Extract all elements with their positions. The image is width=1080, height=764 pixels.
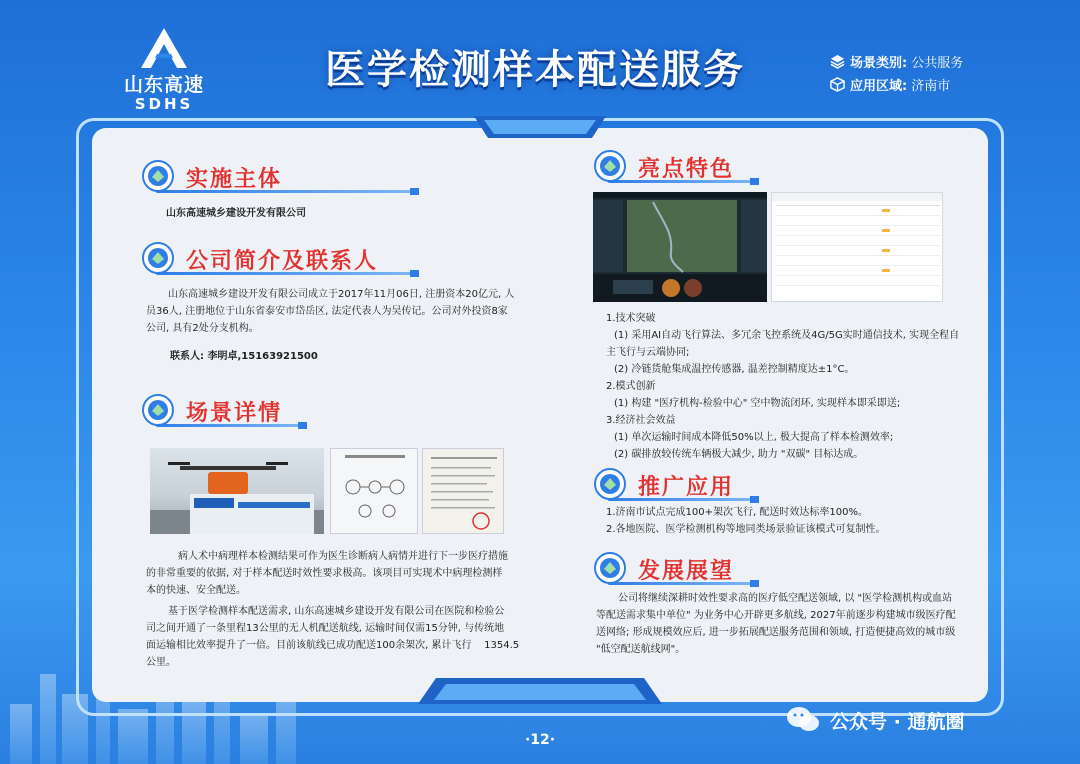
highlights-line: (1) 采用AI自动飞行算法、多冗余飞控系统及4G/5G实时通信技术, 实现全程自 [614, 330, 960, 341]
flight-control-screenshot [593, 192, 767, 302]
section-underline-end [410, 188, 419, 195]
page-number: ·12· [524, 732, 556, 748]
outlook-line: 送网络; 形成规模效应后, 进一步拓展配送服务范围和领域, 打造便捷高效的城市级 [596, 627, 956, 638]
data-table-screenshot [771, 192, 943, 302]
section-entity-title: 实施主体 [186, 167, 283, 192]
promotion-line: 1.济南市试点完成100+架次飞行, 配送时效达标率100%。 [606, 507, 868, 518]
section-promotion-title: 推广应用 [638, 475, 735, 500]
frame-tab-bottom [418, 676, 662, 706]
intro-line: 山东高速城乡建设开发有限公司成立于2017年11月06日, 注册资本20亿元, 人 [168, 289, 515, 300]
outlook-line: 等配送需求集中单位" 为业务中心开辟更多航线, 2027年前逐步构建城市级医疗配 [596, 610, 956, 621]
section-badge-icon [142, 242, 174, 274]
section-scene-title: 场景详情 [186, 401, 283, 426]
entity-company: 山东高速城乡建设开发有限公司 [166, 208, 306, 219]
intro-contact: 联系人: 李明卓,15163921500 [170, 351, 318, 362]
scene-line: 的非常重要的依据, 对于样本配送时效性要求极高。该项目可实现术中病理检测样 [146, 568, 503, 579]
page-title: 医学检测样本配送服务 [325, 47, 745, 93]
outlook-line: "低空配送航线网"。 [596, 644, 686, 655]
outlook-text [596, 590, 974, 658]
section-underline-end [410, 270, 419, 277]
scene-line: 本的快速、安全配送。 [146, 585, 246, 596]
scene-line: 公里。 [146, 657, 176, 668]
category-value: 公共服务 [911, 56, 964, 71]
category-row [830, 50, 963, 73]
section-badge-icon [594, 552, 626, 584]
section-highlights-header [594, 150, 876, 190]
highlights-line: (1) 单次运输时间成本降低50%以上, 极大提高了样本检测效率; [614, 432, 894, 443]
cube-icon [830, 77, 845, 92]
highlights-line: 3.经济社会效益 [606, 415, 676, 426]
scene-line: 面运输相比效率提升了一倍。目前该航线已成功配送100余架次, 累计飞行 1354.5 [146, 640, 520, 651]
section-underline-end [750, 178, 759, 185]
logo-a-icon [141, 28, 187, 68]
highlights-line: 1.技术突破 [606, 313, 656, 324]
watermark [786, 706, 964, 734]
brand-name-en: SDHS [134, 95, 194, 113]
section-intro-header [142, 242, 424, 282]
layers-icon [830, 54, 845, 69]
scene-line: 司之间开通了一条里程13公里的无人机配送航线, 运输时间仅需15分钟, 与传统地 [146, 623, 505, 634]
intro-line: 公司, 具有2处分支机构。 [146, 323, 259, 334]
section-badge-icon [594, 468, 626, 500]
area-label: 应用区域: [850, 79, 908, 94]
brand-logo [118, 28, 210, 112]
highlights-line: (2) 碳排放较传统车辆极大减少, 助力 "双碳" 目标达成。 [614, 449, 864, 460]
highlights-text [606, 310, 976, 463]
section-outlook-title: 发展展望 [638, 559, 735, 584]
section-intro-title: 公司简介及联系人 [186, 249, 379, 274]
section-underline-end [750, 580, 759, 587]
section-badge-icon [142, 394, 174, 426]
area-row [830, 73, 963, 96]
promotion-line: 2.各地医院、医学检测机构等地同类场景验证该模式可复制性。 [606, 524, 886, 535]
intro-line: 员36人, 注册地位于山东省泰安市岱岳区, 法定代表人为吴传记。公司对外投资8家 [146, 306, 508, 317]
section-underline-end [750, 496, 759, 503]
highlights-line: (1) 构建 "医疗机构-检验中心" 空中物流闭环, 实现样本即采即送; [614, 398, 901, 409]
outlook-line: 公司将继续深耕时效性要求高的医疗低空配送领域, 以 "医学检测机构或血站 [618, 593, 953, 604]
promotion-text [606, 504, 976, 538]
scene-line: 病人术中病理样本检测结果可作为医生诊断病人病情并进行下一步医疗措施 [178, 551, 508, 562]
scene-meta [830, 50, 963, 96]
section-promotion-header [594, 468, 876, 508]
section-badge-icon [142, 160, 174, 192]
highlights-line: 2.模式创新 [606, 381, 656, 392]
handwritten-document-photo [422, 448, 504, 534]
section-badge-icon [594, 150, 626, 182]
flowchart-document-photo [330, 448, 418, 534]
watermark-text: 公众号 · 通航圈 [830, 710, 965, 733]
section-highlights-title: 亮点特色 [638, 157, 735, 182]
area-value: 济南市 [911, 79, 951, 94]
scene-paragraph-2 [146, 603, 526, 671]
intro-text [146, 286, 526, 337]
scene-line: 基于医学检测样本配送需求, 山东高速城乡建设开发有限公司在医院和检验公 [168, 606, 505, 617]
highlights-line: 主飞行与云端协同; [606, 347, 690, 358]
section-entity-header [142, 160, 424, 200]
scene-paragraph-1 [146, 548, 526, 599]
wechat-icon [786, 706, 820, 734]
frame-tab-top [474, 116, 606, 142]
drone-photo [150, 448, 324, 534]
highlights-line: (2) 冷链货舱集成温控传感器, 温差控制精度达±1°C。 [614, 364, 855, 375]
brand-name-cn: 山东高速 [123, 74, 204, 96]
section-underline-end [298, 422, 307, 429]
section-outlook-header [594, 552, 876, 592]
section-scene-header [142, 394, 424, 434]
category-label: 场景类别: [850, 56, 908, 71]
